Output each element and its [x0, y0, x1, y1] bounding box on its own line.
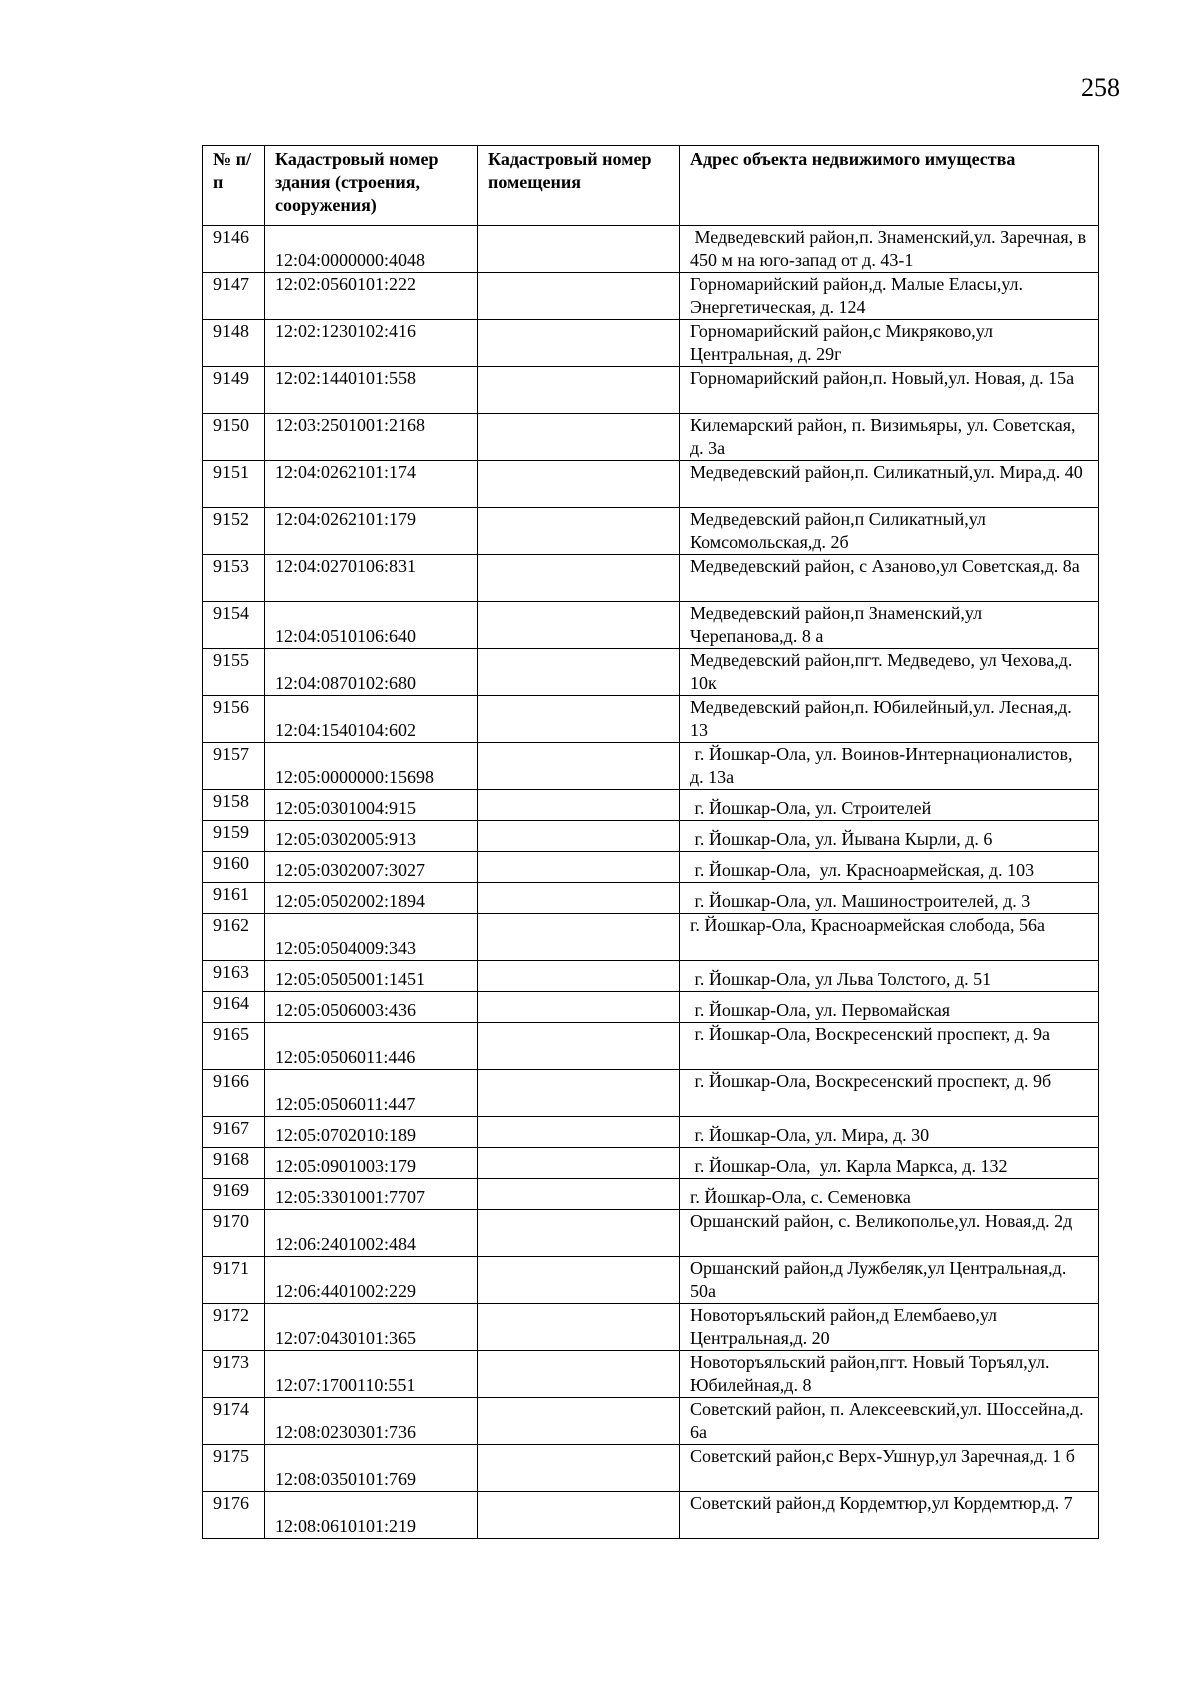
building-cadastral-number: 12:08:0610101:219: [265, 1492, 478, 1539]
building-cadastral-number: 12:08:0230301:736: [265, 1398, 478, 1445]
object-address: г. Йошкар-Ола, ул. Воинов-Интернационалистов, д. 13а: [680, 743, 1099, 790]
room-cadastral-number: [478, 602, 680, 649]
building-cadastral-number: 12:08:0350101:769: [265, 1445, 478, 1492]
object-address: Медведевский район,п Знаменский,ул Черепанова,д. 8 а: [680, 602, 1099, 649]
table-row: [203, 649, 1099, 696]
building-cadastral-number: 12:05:0506011:446: [265, 1023, 478, 1070]
building-cadastral-number: 12:05:0505001:1451: [265, 961, 478, 992]
building-cadastral-number: 12:05:0901003:179: [265, 1148, 478, 1179]
building-cadastral-number: 12:04:0510106:640: [265, 602, 478, 649]
row-number: 9160: [203, 852, 265, 883]
row-number: 9169: [203, 1179, 265, 1210]
registry-table: [202, 145, 1099, 1539]
table-row: [203, 852, 1099, 883]
room-cadastral-number: [478, 1210, 680, 1257]
table-row: [203, 790, 1099, 821]
row-number: 9155: [203, 649, 265, 696]
row-number: 9151: [203, 461, 265, 508]
building-cadastral-number: 12:06:4401002:229: [265, 1257, 478, 1304]
table-row: [203, 914, 1099, 961]
row-number: 9156: [203, 696, 265, 743]
object-address: г. Йошкар-Ола, ул. Машиностроителей, д. 3: [680, 883, 1099, 914]
table-row: [203, 961, 1099, 992]
table-header-row: [203, 146, 1099, 226]
object-address: Медведевский район,п. Знаменский,ул. Заречная, в 450 м на юго-запад от д. 43-1: [680, 226, 1099, 273]
object-address: Горномарийский район,с Микряково,ул Центральная, д. 29г: [680, 320, 1099, 367]
room-cadastral-number: [478, 555, 680, 602]
row-number: 9175: [203, 1445, 265, 1492]
row-number: 9147: [203, 273, 265, 320]
header-room-cadastral: Кадастровый номер помещения: [478, 146, 680, 226]
table-row: [203, 1257, 1099, 1304]
room-cadastral-number: [478, 852, 680, 883]
row-number: 9150: [203, 414, 265, 461]
object-address: г. Йошкар-Ола, ул. Строителей: [680, 790, 1099, 821]
row-number: 9154: [203, 602, 265, 649]
building-cadastral-number: 12:03:2501001:2168: [265, 414, 478, 461]
row-number: 9171: [203, 1257, 265, 1304]
building-cadastral-number: 12:02:1440101:558: [265, 367, 478, 414]
room-cadastral-number: [478, 992, 680, 1023]
table-row: [203, 320, 1099, 367]
object-address: Советский район, п. Алексеевский,ул. Шоссейна,д. 6а: [680, 1398, 1099, 1445]
room-cadastral-number: [478, 649, 680, 696]
object-address: г. Йошкар-Ола, ул. Карла Маркса, д. 132: [680, 1148, 1099, 1179]
row-number: 9161: [203, 883, 265, 914]
row-number: 9168: [203, 1148, 265, 1179]
object-address: Медведевский район, с Азаново,ул Советская,д. 8а: [680, 555, 1099, 602]
building-cadastral-number: 12:04:0270106:831: [265, 555, 478, 602]
table-row: [203, 1445, 1099, 1492]
table-row: [203, 1179, 1099, 1210]
table-row: [203, 226, 1099, 273]
row-number: 9148: [203, 320, 265, 367]
row-number: 9173: [203, 1351, 265, 1398]
table-row: [203, 743, 1099, 790]
table-row: [203, 508, 1099, 555]
room-cadastral-number: [478, 1398, 680, 1445]
building-cadastral-number: 12:05:0506011:447: [265, 1070, 478, 1117]
row-number: 9164: [203, 992, 265, 1023]
table-row: [203, 821, 1099, 852]
building-cadastral-number: 12:05:0502002:1894: [265, 883, 478, 914]
building-cadastral-number: 12:02:0560101:222: [265, 273, 478, 320]
table-row: [203, 555, 1099, 602]
table-row: [203, 1023, 1099, 1070]
row-number: 9153: [203, 555, 265, 602]
room-cadastral-number: [478, 1304, 680, 1351]
table-row: [203, 1070, 1099, 1117]
object-address: Медведевский район,п. Силикатный,ул. Мира,д. 40: [680, 461, 1099, 508]
object-address: Горномарийский район,д. Малые Еласы,ул. Энергетическая, д. 124: [680, 273, 1099, 320]
building-cadastral-number: 12:05:0302007:3027: [265, 852, 478, 883]
table-row: [203, 602, 1099, 649]
room-cadastral-number: [478, 790, 680, 821]
room-cadastral-number: [478, 696, 680, 743]
row-number: 9163: [203, 961, 265, 992]
room-cadastral-number: [478, 461, 680, 508]
row-number: 9146: [203, 226, 265, 273]
table-row: [203, 1148, 1099, 1179]
room-cadastral-number: [478, 1148, 680, 1179]
table-row: [203, 1210, 1099, 1257]
room-cadastral-number: [478, 226, 680, 273]
object-address: г. Йошкар-Ола, ул. Первомайская: [680, 992, 1099, 1023]
object-address: Оршанский район, с. Великополье,ул. Новая,д. 2д: [680, 1210, 1099, 1257]
room-cadastral-number: [478, 1117, 680, 1148]
row-number: 9162: [203, 914, 265, 961]
building-cadastral-number: 12:04:0870102:680: [265, 649, 478, 696]
row-number: 9159: [203, 821, 265, 852]
room-cadastral-number: [478, 414, 680, 461]
building-cadastral-number: 12:04:1540104:602: [265, 696, 478, 743]
row-number: 9157: [203, 743, 265, 790]
room-cadastral-number: [478, 821, 680, 852]
object-address: Килемарский район, п. Визимьяры, ул. Советская, д. 3а: [680, 414, 1099, 461]
header-num: № п/п: [203, 146, 265, 226]
object-address: Оршанский район,д Лужбеляк,ул Центральная,д. 50а: [680, 1257, 1099, 1304]
building-cadastral-number: 12:05:0000000:15698: [265, 743, 478, 790]
building-cadastral-number: 12:05:3301001:7707: [265, 1179, 478, 1210]
object-address: г. Йошкар-Ола, ул. Мира, д. 30: [680, 1117, 1099, 1148]
room-cadastral-number: [478, 883, 680, 914]
table-row: [203, 414, 1099, 461]
object-address: Горномарийский район,п. Новый,ул. Новая, д. 15а: [680, 367, 1099, 414]
object-address: Советский район,с Верх-Ушнур,ул Заречная,д. 1 б: [680, 1445, 1099, 1492]
room-cadastral-number: [478, 367, 680, 414]
table-row: [203, 1492, 1099, 1539]
object-address: г. Йошкар-Ола, Воскресенский проспект, д. 9а: [680, 1023, 1099, 1070]
room-cadastral-number: [478, 1445, 680, 1492]
room-cadastral-number: [478, 273, 680, 320]
object-address: Медведевский район,п. Юбилейный,ул. Лесная,д. 13: [680, 696, 1099, 743]
object-address: Новоторъяльский район,д Елембаево,ул Центральная,д. 20: [680, 1304, 1099, 1351]
room-cadastral-number: [478, 1023, 680, 1070]
building-cadastral-number: 12:04:0262101:179: [265, 508, 478, 555]
room-cadastral-number: [478, 961, 680, 992]
header-building-cadastral: Кадастровый номер здания (строения, сооружения): [265, 146, 478, 226]
room-cadastral-number: [478, 1492, 680, 1539]
building-cadastral-number: 12:06:2401002:484: [265, 1210, 478, 1257]
object-address: Советский район,д Кордемтюр,ул Кордемтюр,д. 7: [680, 1492, 1099, 1539]
building-cadastral-number: 12:05:0302005:913: [265, 821, 478, 852]
row-number: 9167: [203, 1117, 265, 1148]
row-number: 9166: [203, 1070, 265, 1117]
header-address: Адрес объекта недвижимого имущества: [680, 146, 1099, 226]
row-number: 9165: [203, 1023, 265, 1070]
object-address: г. Йошкар-Ола, Красноармейская слобода, 56а: [680, 914, 1099, 961]
room-cadastral-number: [478, 743, 680, 790]
building-cadastral-number: 12:05:0301004:915: [265, 790, 478, 821]
room-cadastral-number: [478, 1257, 680, 1304]
object-address: г. Йошкар-Ола, ул. Красноармейская, д. 103: [680, 852, 1099, 883]
building-cadastral-number: 12:05:0506003:436: [265, 992, 478, 1023]
table-row: [203, 367, 1099, 414]
room-cadastral-number: [478, 1070, 680, 1117]
room-cadastral-number: [478, 1351, 680, 1398]
room-cadastral-number: [478, 508, 680, 555]
table-row: [203, 992, 1099, 1023]
row-number: 9149: [203, 367, 265, 414]
row-number: 9176: [203, 1492, 265, 1539]
room-cadastral-number: [478, 1179, 680, 1210]
table-row: [203, 696, 1099, 743]
table-row: [203, 1117, 1099, 1148]
building-cadastral-number: 12:02:1230102:416: [265, 320, 478, 367]
building-cadastral-number: 12:07:1700110:551: [265, 1351, 478, 1398]
row-number: 9170: [203, 1210, 265, 1257]
table-row: [203, 273, 1099, 320]
object-address: Медведевский район,пгт. Медведево, ул Чехова,д. 10к: [680, 649, 1099, 696]
row-number: 9152: [203, 508, 265, 555]
object-address: г. Йошкар-Ола, ул. Йывана Кырли, д. 6: [680, 821, 1099, 852]
building-cadastral-number: 12:04:0262101:174: [265, 461, 478, 508]
page-number: 258: [1081, 73, 1120, 102]
building-cadastral-number: 12:04:0000000:4048: [265, 226, 478, 273]
table-row: [203, 461, 1099, 508]
room-cadastral-number: [478, 914, 680, 961]
object-address: г. Йошкар-Ола, ул Льва Толстого, д. 51: [680, 961, 1099, 992]
row-number: 9158: [203, 790, 265, 821]
object-address: Медведевский район,п Силикатный,ул Комсомольская,д. 2б: [680, 508, 1099, 555]
table-row: [203, 1351, 1099, 1398]
building-cadastral-number: 12:07:0430101:365: [265, 1304, 478, 1351]
building-cadastral-number: 12:05:0504009:343: [265, 914, 478, 961]
row-number: 9172: [203, 1304, 265, 1351]
table-row: [203, 1398, 1099, 1445]
table-row: [203, 883, 1099, 914]
object-address: Новоторъяльский район,пгт. Новый Торъял,ул. Юбилейная,д. 8: [680, 1351, 1099, 1398]
row-number: 9174: [203, 1398, 265, 1445]
building-cadastral-number: 12:05:0702010:189: [265, 1117, 478, 1148]
table-row: [203, 1304, 1099, 1351]
object-address: г. Йошкар-Ола, Воскресенский проспект, д. 9б: [680, 1070, 1099, 1117]
room-cadastral-number: [478, 320, 680, 367]
object-address: г. Йошкар-Ола, с. Семеновка: [680, 1179, 1099, 1210]
